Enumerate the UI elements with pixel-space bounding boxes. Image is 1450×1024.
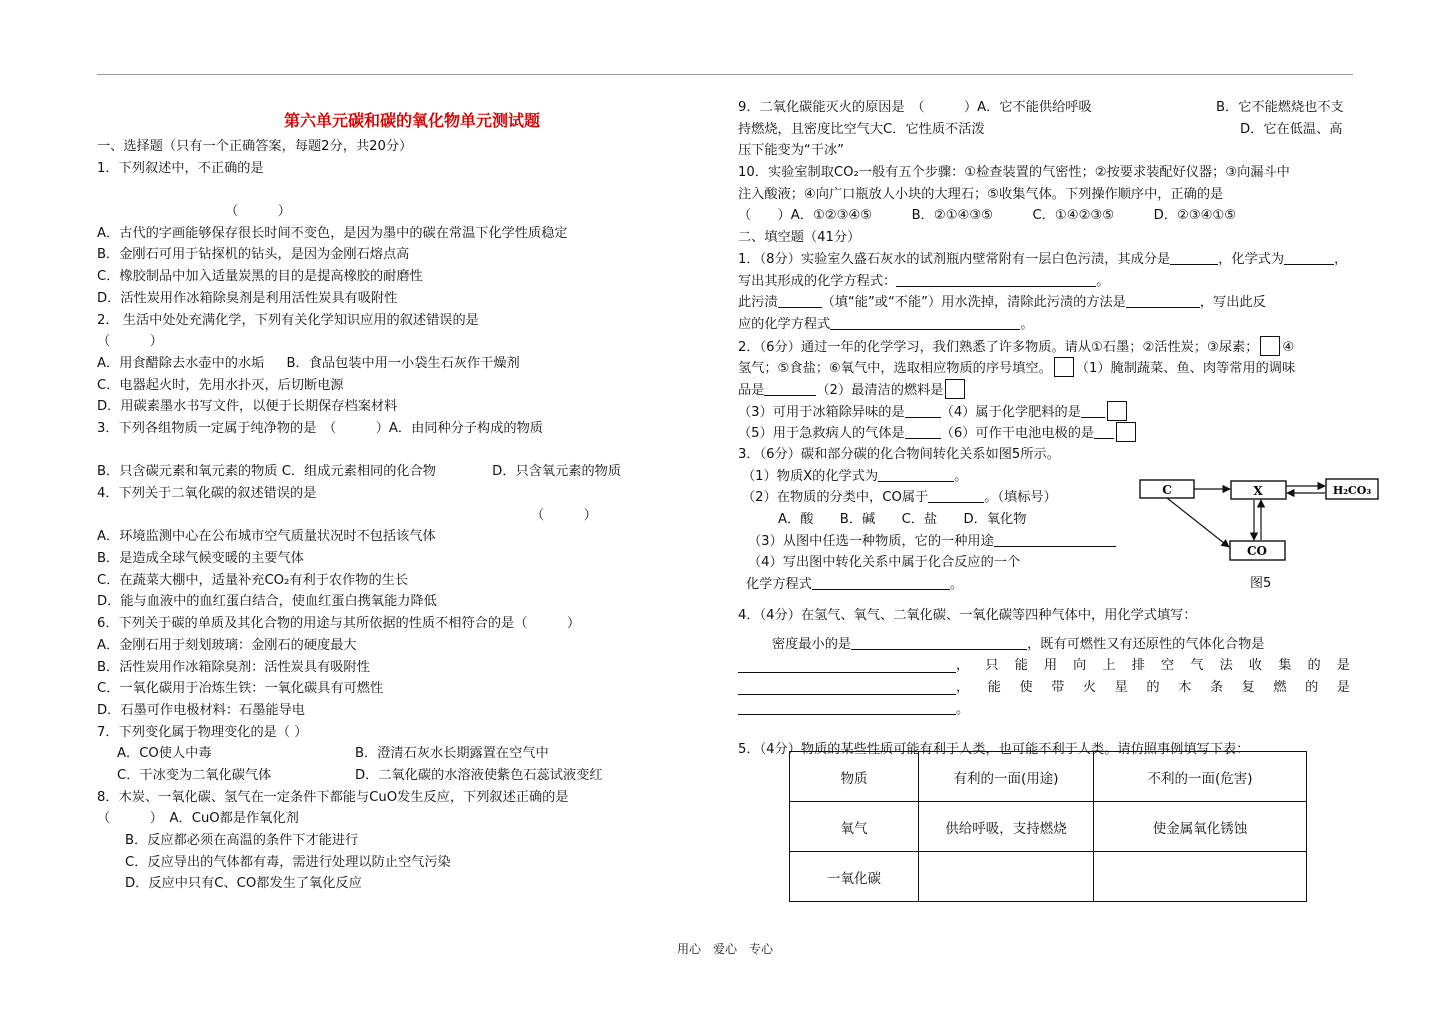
q1-option-c: C．橡胶制品中加入适量炭黑的目的是提高橡胶的耐磨性 bbox=[97, 269, 423, 285]
q4-option-c: C．在蔬菜大棚中，适量补充CO₂有利于农作物的生长 bbox=[97, 572, 409, 588]
f4-line1b: ，既有可燃性又有还原性的气体化合物是 bbox=[1027, 636, 1265, 652]
q6-option-b: B．活性炭用作冰箱除臭剂：活性炭具有吸附性 bbox=[97, 659, 370, 675]
q9-line3: 压下能变为“干冰” bbox=[738, 143, 844, 159]
q1-option-b: B．金刚石可用于钻探机的钻头，是因为金刚石熔点高 bbox=[97, 247, 410, 263]
q7-option-b: B．澄清石灰水长期露置在空气中 bbox=[355, 746, 549, 762]
f1-line2b: 。 bbox=[1096, 273, 1110, 289]
f1-line1b: ，化学式为 bbox=[1218, 251, 1285, 267]
f3-line3: （3）从图中任选一种物质，它的一种用途 bbox=[748, 533, 994, 549]
q3-option-b: B．只含碳元素和氧元素的物质 bbox=[97, 464, 278, 480]
f1-line3c: ，写出此反 bbox=[1199, 295, 1266, 311]
f1-line3a: 此污渍 bbox=[738, 295, 778, 311]
f1-line1c: ， bbox=[1334, 251, 1348, 267]
f2-line3a: 品是 bbox=[738, 382, 765, 398]
node-x-label: X bbox=[1253, 484, 1263, 498]
q2-option-c: C．电器起火时，先用水扑灭，后切断电源 bbox=[97, 377, 344, 393]
q6-option-d: D．石墨可作电极材料：石墨能导电 bbox=[97, 702, 305, 718]
q8-option-b: B．反应都必须在高温的条件下才能进行 bbox=[125, 833, 359, 848]
q2-option-a: A．用食醋除去水壶中的水垢 bbox=[97, 355, 265, 371]
f1-blank-component[interactable] bbox=[1170, 251, 1218, 265]
f1-blank-equation2[interactable] bbox=[830, 316, 1020, 330]
f1-blank-formula[interactable] bbox=[1284, 251, 1334, 265]
f2-blank-seasoning[interactable] bbox=[764, 382, 816, 396]
f4-line2: ，只能用向上排空气法收集的是 bbox=[956, 658, 1350, 674]
f1-line2a: 写出其形成的化学方程式： bbox=[738, 273, 897, 289]
table-header-harm: 不利的一面(危害) bbox=[1094, 752, 1307, 802]
f2-blank-rescue[interactable] bbox=[905, 425, 941, 439]
f4-stem: 4．（4分）在氢气、氧气、二氧化碳、一氧化碳等四种气体中，用化学式填写： bbox=[738, 607, 1197, 623]
f3-line2b: 。（填标号） bbox=[984, 490, 1057, 506]
f3-blank-equation[interactable] bbox=[812, 576, 950, 590]
f2-blank-deodor[interactable] bbox=[905, 404, 941, 418]
table-header-row bbox=[790, 752, 1307, 802]
table-cell: 使金属氧化锈蚀 bbox=[1094, 802, 1307, 852]
f2-line3b: （2）最清洁的燃料是 bbox=[816, 382, 944, 398]
f2-blank-electrode[interactable] bbox=[1094, 425, 1114, 439]
q4-option-b: B．是造成全球气候变暖的主要气体 bbox=[97, 551, 304, 567]
f1-blank-equation1[interactable] bbox=[896, 273, 1096, 287]
f4-blank-oxygen[interactable] bbox=[738, 701, 956, 715]
f1-blank-washable[interactable] bbox=[778, 294, 822, 308]
f2-line4b: （4）属于化学肥料的是 bbox=[940, 404, 1081, 420]
f3-blank-class[interactable] bbox=[928, 489, 984, 503]
f4-line1a: 密度最小的是 bbox=[772, 636, 852, 652]
q7-option-c: C．干冰变为二氧化碳气体 bbox=[117, 767, 272, 783]
node-h2co3-label: H₂CO₃ bbox=[1332, 484, 1372, 497]
f3-options: A．酸 B．碱 C．盐 D．氧化物 bbox=[778, 512, 1027, 528]
f3-blank-x[interactable] bbox=[878, 468, 954, 482]
q9-line1a: 9．二氧化碳能灭火的原因是 （ ）A．它不能供给呼吸 bbox=[738, 100, 1092, 115]
q4-option-a: A．环境监测中心在公布城市空气质量状况时不包括该气体 bbox=[97, 529, 436, 545]
q6-stem: 6．下列关于碳的单质及其化合物的用途与其所依据的性质不相符合的是（ ） bbox=[97, 616, 581, 632]
f4-blank-upward[interactable] bbox=[738, 681, 956, 695]
f2-line1b: ④ bbox=[1282, 339, 1295, 355]
q1-paren: （ ） bbox=[225, 204, 291, 220]
f3-line5b: 。 bbox=[949, 577, 964, 593]
f4-line4: 。 bbox=[956, 701, 970, 717]
q2-paren: （ ） bbox=[97, 334, 163, 350]
section2-heading: 二、填空题（41分） bbox=[738, 230, 861, 246]
f2-line4a: （3）可用于冰箱除异味的是 bbox=[738, 404, 905, 420]
q9-line2b: D．它在低温、高 bbox=[1240, 121, 1343, 137]
f3-line1: （1）物质X的化学式为 bbox=[742, 468, 879, 484]
q7-stem: 7．下列变化属于物理变化的是（ ） bbox=[97, 724, 308, 740]
f3-blank-use[interactable] bbox=[994, 533, 1116, 547]
f2-line1a: 2．（6分）通过一年的化学学习，我们熟悉了许多物质。请从①石墨；②活性炭；③尿素； bbox=[738, 339, 1259, 355]
q4-paren: （ ） bbox=[531, 507, 597, 523]
table-cell: 供给呼吸，支持燃烧 bbox=[919, 802, 1094, 852]
table-row bbox=[790, 852, 1307, 902]
q8-stem: 8．木炭、一氧化碳、氢气在一定条件下都能与CuO发生反应，下列叙述正确的是 bbox=[97, 789, 569, 805]
q3-option-c: C．组成元素相同的化合物 bbox=[281, 464, 436, 480]
page-footer: 用心 爱心 专心 bbox=[676, 942, 773, 956]
q2-stem: 2． 生活中处处充满化学，下列有关化学知识应用的叙述错误的是 bbox=[97, 312, 479, 328]
q3-option-d: D．只含氧元素的物质 bbox=[492, 464, 622, 480]
q8-option-c: C．反应导出的气体都有毒，需进行处理以防止空气污染 bbox=[125, 854, 451, 870]
section1-heading: 一、选择题（只有一个正确答案，每题2分，共20分） bbox=[97, 139, 413, 154]
f4-blank-reducing[interactable] bbox=[738, 659, 956, 673]
q7-option-a: A．CO使人中毒 bbox=[117, 746, 212, 762]
table-cell-answer[interactable] bbox=[919, 852, 1094, 902]
q6-option-a: A．金刚石用于刻划玻璃：金刚石的硬度最大 bbox=[97, 637, 357, 653]
properties-table bbox=[789, 751, 1307, 902]
q8-option-d: D．反应中只有C、CO都发生了氧化反应 bbox=[125, 876, 362, 892]
f3-line4: （4）写出图中转化关系中属于化合反应的一个 bbox=[748, 555, 1021, 571]
f1-line4a: 应的化学方程式 bbox=[738, 316, 831, 332]
q1-option-d: D．活性炭用作冰箱除臭剂是利用活性炭具有吸附性 bbox=[97, 290, 398, 306]
header-rule bbox=[97, 74, 1353, 75]
f3-line5a: 化学方程式 bbox=[746, 577, 812, 593]
f4-blank-lightest[interactable] bbox=[851, 636, 1027, 650]
f2-line2b: （1）腌制蔬菜、鱼、肉等常用的调味 bbox=[1075, 361, 1296, 377]
q4-stem: 4．下列关于二氧化碳的叙述错误的是 bbox=[97, 486, 317, 501]
q10-line2: 注入酸液；④向广口瓶放人小块的大理石；⑤收集气体。下列操作顺序中，正确的是 bbox=[738, 186, 1224, 202]
f1-line3b: （填“能”或“不能”）用水洗掉，清除此污渍的方法是 bbox=[821, 295, 1126, 311]
table-header-benefit: 有利的一面(用途) bbox=[919, 752, 1094, 802]
f5-stem: 5．（4分）物质的某些性质可能有利于人类，也可能不利于人类。请仿照事例填写下表： bbox=[738, 742, 1250, 758]
f2-answer-box-5[interactable] bbox=[1116, 422, 1136, 442]
node-co-label: CO bbox=[1246, 544, 1268, 558]
table-cell-answer[interactable] bbox=[1094, 852, 1307, 902]
f2-answer-box-2[interactable] bbox=[1054, 357, 1074, 377]
q8-option-a: （ ） A．CuO都是作氧化剂 bbox=[97, 811, 299, 827]
f3-line2a: （2）在物质的分类中，CO属于 bbox=[742, 490, 929, 506]
f2-blank-fertilizer[interactable] bbox=[1081, 404, 1105, 418]
f2-line2a: 氢气；⑤食盐；⑥氧气中，选取相应物质的序号填空。 bbox=[738, 361, 1052, 377]
figure-label: 图5 bbox=[1250, 576, 1272, 591]
q2-option-d: D．用碳素墨水书写文件，以便于长期保存档案材料 bbox=[97, 399, 398, 415]
q2-option-b: B．食品包装中用一小袋生石灰作干燥剂 bbox=[286, 355, 520, 371]
q7-option-d: D．二氧化碳的水溶液使紫色石蕊试液变红 bbox=[355, 767, 603, 783]
f2-line5a: （5）用于急救病人的气体是 bbox=[738, 426, 905, 442]
f2-answer-box-1[interactable] bbox=[1260, 336, 1280, 356]
f3-stem: 3．（6分）碳和部分碳的化合物间转化关系如图5所示。 bbox=[738, 447, 1060, 462]
q1-option-a: A．古代的字画能够保存很长时间不变色，是因为墨中的碳在常温下化学性质稳定 bbox=[97, 225, 568, 241]
right-column: 9．二氧化碳能灭火的原因是 （ ）A．它不能供给呼吸 B．它不能燃烧也不支 持燃烧，且密度比空气大C．它性质不活泼 D．它在低温、高 压下能变为“干冰” 10．实验室制取CO₂一般有五个步骤：①检查装置的气密性；②按要求装配好仪器；③向漏斗中 注入酸液；④向广口瓶放人小块的大理石；⑤收集气体。下列操作顺序中，正确的是 （ ）A．①②③④⑤ B．②①④③⑤ C．①④②③⑤ D．②③④①⑤ 二、填空题（41分） 1．（8分）实验室久盛石灰水的试剂瓶内壁常附有一层白色污渍，其成分是 ，化学式为 ， 写出其形成的化学方程式： 。 此污渍 （填“能”或“不能”）用水洗掉，清除此污渍的方法是 ，写出此反 应的化学方程式 。 2．（6分）通过一年的化学学习，我们熟悉了许多物质。请从①石墨；②活性炭；③尿素； ④ 氢气；⑤食盐；⑥氧气中，选取相应物质的序号填空。 （1）腌制蔬菜、鱼、肉等常用的调味 品是 （2）最清洁的燃料是 （3）可用于冰箱除异味的是 （4）属于化学肥料的是 （5）用于急救病人的气体是 （6）可作干电池电极的是 3．（6分）碳和部分碳的化合物间转化关系如图5所示。 （1）物质X的化学式为 。 （2）在物质的分类中，CO属于 。（填标号） A．酸 B．碱 C．盐 D．氧化物 （3）从图中任选一种物质，它的一种用途 （4）写出图中转化关系中属于化合反应的一个 化学方程式 。 4．（4分）在氢气、氧气、二氧化碳、一氧化碳等四种气体中，用化学式填写： 密度最小的是 ，既有可燃性又有还原性的气体化合物是 ，只能用向上排空气法收集的是 ，能使带火星的木条复燃的是 。 5．（4分）物质的某些性质可能有利于人类，也可能不利于人类。请仿照事例填写下表： bbox=[738, 97, 1358, 761]
arrow-c-to-co bbox=[1167, 498, 1229, 547]
q10-line1: 10．实验室制取CO₂一般有五个步骤：①检查装置的气密性；②按要求装配好仪器；③向漏斗中 bbox=[738, 165, 1290, 181]
f4-line3: ，能使带火星的木条复燃的是 bbox=[956, 679, 1350, 695]
q9-line1b: B．它不能燃烧也不支 bbox=[1216, 100, 1344, 115]
q3-stem: 3．下列各组物质一定属于纯净物的是 （ ）A．由同种分子构成的物质 bbox=[97, 420, 543, 436]
f2-answer-box-4[interactable] bbox=[1107, 401, 1127, 421]
left-column bbox=[97, 104, 727, 895]
table-cell: 一氧化碳 bbox=[790, 852, 919, 902]
f1-line1a: 1．（8分）实验室久盛石灰水的试剂瓶内壁常附有一层白色污渍，其成分是 bbox=[738, 251, 1171, 267]
q9-line2a: 持燃烧，且密度比空气大C．它性质不活泼 bbox=[738, 121, 985, 137]
q1-stem: 1．下列叙述中，不正确的是 bbox=[97, 160, 264, 176]
table-row bbox=[790, 802, 1307, 852]
page-title: 第六单元碳和碳的氧化物单元测试题 bbox=[283, 111, 540, 130]
q4-option-d: D．能与血液中的血红蛋白结合，使血红蛋白携氧能力降低 bbox=[97, 594, 437, 610]
node-c-label: C bbox=[1162, 483, 1172, 497]
f2-line5b: （6）可作干电池电极的是 bbox=[940, 426, 1095, 442]
f1-line4b: 。 bbox=[1020, 316, 1034, 332]
q10-options: （ ）A．①②③④⑤ B．②①④③⑤ C．①④②③⑤ D．②③④①⑤ bbox=[738, 208, 1237, 224]
table-header-substance: 物质 bbox=[790, 752, 919, 802]
table-cell: 氧气 bbox=[790, 802, 919, 852]
f1-blank-method[interactable] bbox=[1126, 294, 1200, 308]
q6-option-c: C．一氧化碳用于冶炼生铁：一氧化碳具有可燃性 bbox=[97, 681, 384, 697]
f2-answer-box-3[interactable] bbox=[945, 379, 965, 399]
